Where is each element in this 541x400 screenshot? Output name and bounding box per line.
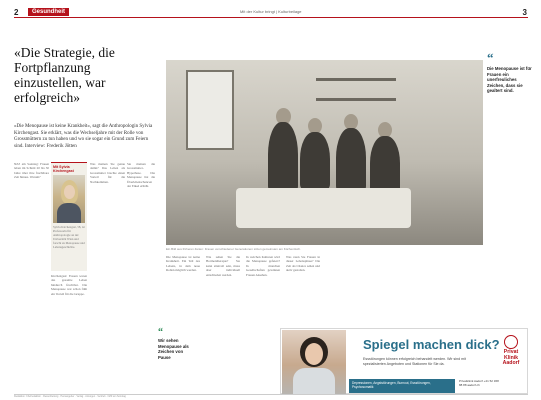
- body-paragraph: Kirchengast: Frauen waren das gesamte Leben hindurch fruchtbar. Die Menopause war schon früh ein Vorteil für die Gruppe.: [51, 274, 87, 296]
- body-column-7: [246, 255, 280, 325]
- article-intro: «Die Menopause ist keine Krankheit», sagt die Anthropologin Sylvia Kirchengast. Sie erklärt, was die Wechseljahre mit der Rolle von Grossmüttern zu tun haben und wo sie sogar ein Grund zum Feiern sind. Interview: Frederik Jötten: [14, 124, 153, 149]
- pull-quote-text: Wir sehen Menopause als Zeichen von Pause: [158, 338, 189, 360]
- footer-credits: Redaktion: Chefredaktion · Ressortleitung · Herausgeber · Verlag · Anzeigen · Vertrieb · NZZ am Sonntag: [14, 395, 126, 398]
- ad-logo-text: Privat Klinik Aadorf: [502, 349, 520, 367]
- section-tag: Gesundheit: [28, 8, 69, 16]
- ad-info-bar: Depressionen, Angststörungen, Burnout, Essstörungen, Psychosomatik: [349, 379, 455, 393]
- page-number-left: 2: [14, 8, 19, 17]
- page-number-right: 3: [522, 8, 527, 17]
- body-paragraph: Die Menopause ist keine Krankheit. Ein Teil des Lebens, in dem neue Rollen möglich werden.: [166, 255, 200, 273]
- infobox-text: Sylvia Kirchengast, 58, ist Professorin für Anthropologie an der Universität Wien und forscht zu Menopause und Lebensgeschichte.: [53, 225, 85, 249]
- ad-subtext: Essstörungen können erfolgreich behandelt werden. Wir sind mit spezialisierten Angeboten und Stationen für Sie da.: [363, 357, 466, 366]
- body-paragraph: In welchen Kulturen wird die Menopause gefeiert? In manchen Gesellschaften gewinnen Frauen Ansehen.: [246, 255, 280, 277]
- body-paragraph: Sie meinen die Grossmutter-Hypothese. Die Menopause hat die Überlebenschancen der Enkel erhöht.: [127, 162, 155, 189]
- advertisement[interactable]: [280, 328, 528, 394]
- article-headline: «Die Strategie, die Fortpflanzung einzustellen, war erfolgreich»: [14, 45, 115, 105]
- ad-contact[interactable]: Privatklinik Aadorf +41 52 368 88 88 aadorf.ch: [459, 379, 499, 387]
- clinic-logo-icon: [504, 335, 518, 349]
- pull-quote: [158, 327, 194, 360]
- body-column-1: [14, 162, 49, 390]
- article-photo: [166, 60, 483, 245]
- body-column-2: [51, 274, 87, 390]
- ad-headline: Spiegel machen dick?: [363, 337, 500, 352]
- portrait-photo: [53, 175, 85, 223]
- ad-logo: [498, 335, 524, 367]
- body-column-4: [127, 162, 155, 390]
- infobox-heading: Mit Sylvia Kirchengast: [53, 165, 74, 173]
- quote-mark-icon: “: [158, 327, 163, 338]
- section-rule: [14, 17, 528, 18]
- side-quote-text: Die Menopause ist für Frauen ein unerfreuliches Zeichen, dass sie gealtert sind.: [487, 66, 532, 94]
- paper-header: Mit der Kultur bringt | Kulturbeilage: [240, 9, 302, 14]
- body-column-8: [286, 255, 320, 325]
- body-paragraph: Was raten Sie Frauen in dieser Lebensphase? Die Zeit als Chance sehen und aktiv gestalten.: [286, 255, 320, 273]
- body-column-3: [90, 162, 125, 390]
- quote-mark-icon: “: [487, 50, 494, 65]
- ad-photo: [282, 330, 346, 394]
- photo-caption: Ein Bild aus früheren Zeiten: Frauen verschiedener Generationen sitzen gemeinsam am Küchentisch.: [166, 247, 301, 251]
- body-column-6: [206, 255, 240, 390]
- body-paragraph: NZZ am Sonntag: Frauen leben im Schnitt 20 bis 30 Jahre über ihre fruchtbare Zeit hinaus. Warum?: [14, 162, 49, 180]
- infobox: [51, 162, 87, 271]
- body-column-5: [166, 255, 200, 323]
- side-quote: [487, 50, 532, 94]
- body-paragraph: Wie sehen Sie die Hormontherapie? Sie kann sinnvoll sein, muss aber individuell entschieden werden.: [206, 255, 240, 277]
- body-paragraph: Was meinen Sie genau damit? Das Leben als Grossmutter brachte einen Vorteil für die Nachkommen.: [90, 162, 125, 184]
